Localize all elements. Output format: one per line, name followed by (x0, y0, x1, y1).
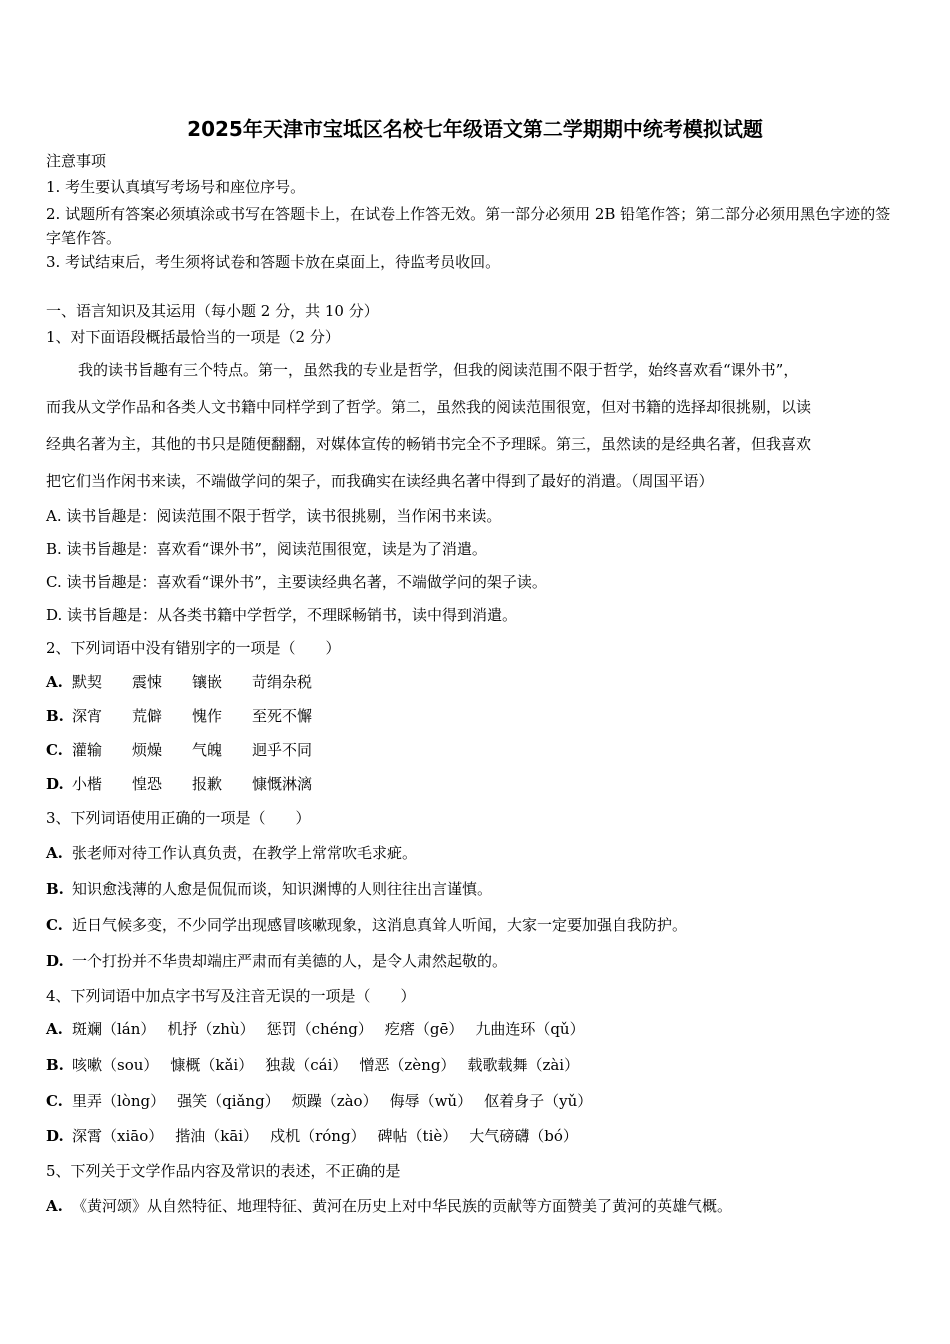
q3-option-b (46, 879, 492, 899)
q1-option-b: B. 读书旨趣是：喜欢看“课外书”，阅读范围很宽，读是为了消遣。 (46, 540, 487, 558)
pinyin-item: 独裁（cái） (265, 1056, 348, 1074)
option-label: A. (46, 844, 63, 862)
q2-option-a (46, 672, 312, 692)
question-5-stem: 5、下列关于文学作品内容及常识的表述，不正确的是 (46, 1162, 401, 1180)
pinyin-item: 烦躁（zào） (291, 1092, 378, 1110)
option-text: 张老师对待工作认真负责，在教学上常常吹毛求疵。 (72, 844, 418, 862)
pinyin-item: 大气磅礴（bó） (469, 1127, 578, 1145)
option-label: A. (46, 673, 63, 691)
notice-item-2: 2. 试题所有答案必须填涂或书写在答题卡上，在试卷上作答无效。第一部分必须用 2B 铅笔作答；第二部分必须用黑色字迹的签字笔作答。 (46, 205, 891, 247)
word: 至死不懈 (252, 707, 313, 725)
q3-option-a (46, 843, 417, 863)
pinyin-item: 侮辱（wǔ） (389, 1092, 473, 1110)
section-heading: 一、语言知识及其运用（每小题 2 分，共 10 分） (46, 302, 379, 320)
word: 烦燥 (132, 741, 163, 759)
notice-heading: 注意事项 (46, 152, 107, 170)
pinyin-item: 戍机（róng） (270, 1127, 366, 1145)
pinyin-item: 斑斓（lán） (72, 1020, 156, 1038)
word: 惶恐 (132, 775, 163, 793)
question-1-stem: 1、对下面语段概括最恰当的一项是（2 分） (46, 328, 340, 346)
word: 镶嵌 (192, 673, 223, 691)
option-label: C. (46, 1092, 63, 1110)
q3-option-d (46, 951, 507, 971)
word: 灌输 (72, 741, 103, 759)
q4-option-a (46, 1019, 597, 1039)
pinyin-item: 惩罚（chéng） (266, 1020, 373, 1038)
question-3-stem: 3、下列词语使用正确的一项是（ ） (46, 809, 311, 827)
pinyin-item: 九曲连环（qǔ） (475, 1020, 585, 1038)
question-2-stem: 2、下列词语中没有错别字的一项是（ ） (46, 639, 341, 657)
q2-option-d (46, 774, 312, 794)
option-label: B. (46, 707, 64, 725)
pinyin-item: 机抒（zhù） (167, 1020, 255, 1038)
option-label: C. (46, 741, 63, 759)
passage-line: 把它们当作闲书来读，不端做学问的架子，而我确实在读经典名著中得到了最好的消遣。（周国平语） (46, 472, 714, 490)
pinyin-item: 载歌载舞（zài） (467, 1056, 580, 1074)
page-title: 2025年天津市宝坻区名校七年级语文第二学期期中统考模拟试题 (187, 117, 763, 141)
pinyin-item: 伛着身子（yǔ） (484, 1092, 593, 1110)
pinyin-item: 憎恶（zèng） (359, 1056, 456, 1074)
word: 苛绢杂税 (252, 673, 313, 691)
q4-option-d (46, 1126, 590, 1146)
notice-item-3: 3. 考试结束后，考生须将试卷和答题卡放在桌面上，待监考员收回。 (46, 253, 501, 271)
pinyin-item: 深霄（xiāo） (72, 1127, 164, 1145)
word: 报歉 (192, 775, 223, 793)
word: 迥乎不同 (252, 741, 313, 759)
option-label: C. (46, 916, 63, 934)
option-label: D. (46, 775, 64, 793)
pinyin-item: 碑帖（tiè） (377, 1127, 458, 1145)
pinyin-item: 强笑（qiǎng） (177, 1092, 280, 1110)
option-label: B. (46, 880, 64, 898)
q1-option-c: C. 读书旨趣是：喜欢看“课外书”，主要读经典名著，不端做学问的架子读。 (46, 573, 547, 591)
q2-option-c (46, 740, 312, 760)
pinyin-item: 咳嗽（sou） (72, 1056, 159, 1074)
word: 小楷 (72, 775, 103, 793)
passage-line: 经典名著为主，其他的书只是随便翻翻，对媒体宣传的畅销书完全不予理睬。第三，虽然读的是经典名著，但我喜欢 (46, 435, 812, 453)
word: 深宵 (72, 707, 103, 725)
pinyin-item: 揩油（kāi） (175, 1127, 259, 1145)
q2-option-b (46, 706, 312, 726)
pinyin-item: 里弄（lòng） (72, 1092, 166, 1110)
option-text: 一个打扮并不华贵却端庄严肃而有美德的人，是令人肃然起敬的。 (72, 952, 508, 970)
word: 愧作 (192, 707, 223, 725)
pinyin-item: 疙瘩（gē） (384, 1020, 464, 1038)
option-label: D. (46, 1127, 64, 1145)
option-text: 近日气候多变，不少同学出现感冒咳嗽现象，这消息真耸人听闻，大家一定要加强自我防护。 (72, 916, 688, 934)
passage-line: 我的读书旨趣有三个特点。第一，虽然我的专业是哲学，但我的阅读范围不限于哲学，始终喜欢看“课外书”， (78, 361, 799, 379)
option-label: D. (46, 952, 64, 970)
q4-option-b (46, 1055, 591, 1075)
q3-option-c (46, 915, 687, 935)
q4-option-c (46, 1091, 604, 1111)
q1-option-a: A. 读书旨趣是：阅读范围不限于哲学，读书很挑剔，当作闲书来读。 (46, 507, 502, 525)
word: 默契 (72, 673, 103, 691)
question-4-stem: 4、下列词语中加点字书写及注音无误的一项是（ ） (46, 987, 416, 1005)
option-text: 知识愈浅薄的人愈是侃侃而谈，知识渊博的人则往往出言谨慎。 (72, 880, 493, 898)
word: 气魄 (192, 741, 223, 759)
notice-item-1: 1. 考生要认真填写考场号和座位序号。 (46, 178, 306, 196)
option-label: B. (46, 1056, 64, 1074)
option-text: 《黄河颂》从自然特征、地理特征、黄河在历史上对中华民族的贡献等方面赞美了黄河的英雄气概。 (72, 1197, 733, 1215)
q1-option-d: D. 读书旨趣是：从各类书籍中学哲学，不理睬畅销书，读中得到消遣。 (46, 606, 518, 624)
word: 荒僻 (132, 707, 163, 725)
q5-option-a (46, 1196, 732, 1216)
option-label: A. (46, 1020, 63, 1038)
option-label: A. (46, 1197, 63, 1215)
word: 震悚 (132, 673, 163, 691)
word: 慷慨淋漓 (252, 775, 313, 793)
passage-line: 而我从文学作品和各类人文书籍中同样学到了哲学。第二，虽然我的阅读范围很宽，但对书籍的选择却很挑剔，以读 (46, 398, 812, 416)
pinyin-item: 慷概（kǎi） (170, 1056, 254, 1074)
